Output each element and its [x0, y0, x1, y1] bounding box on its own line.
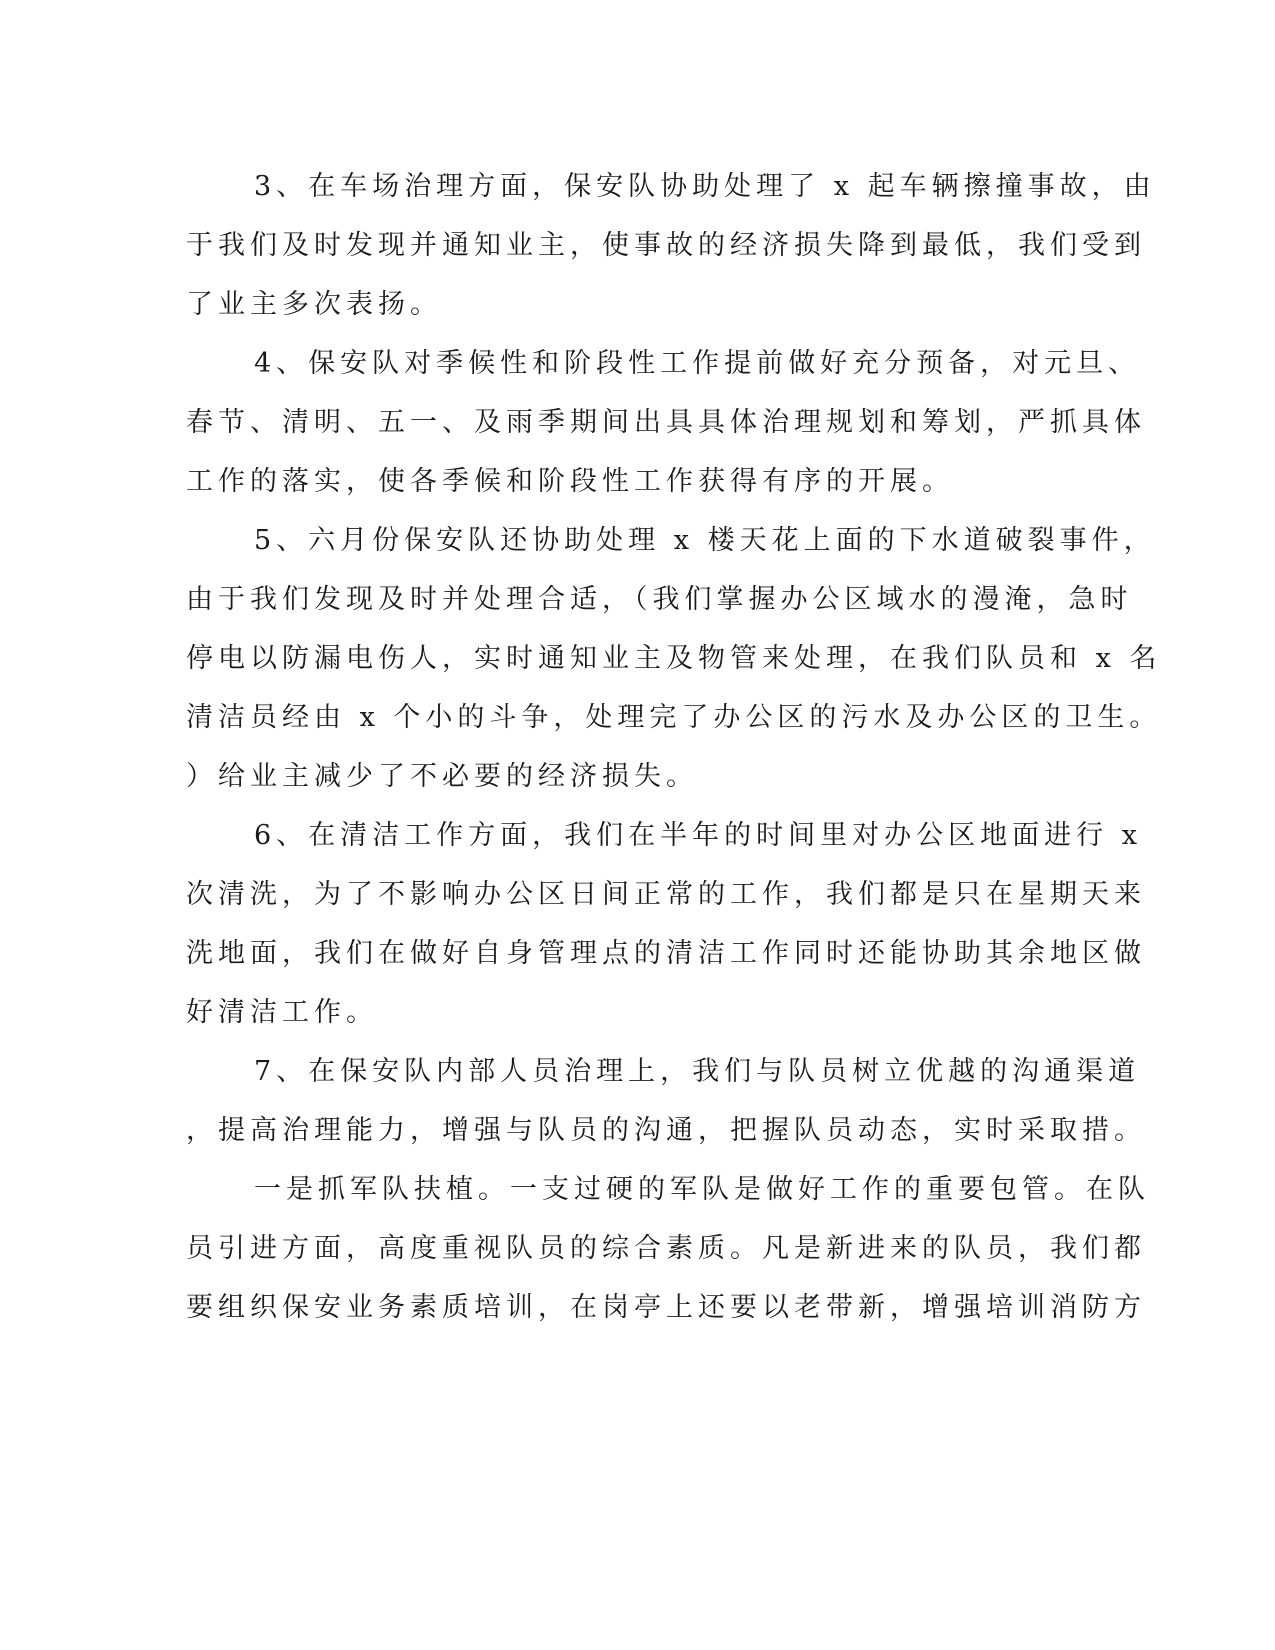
- paragraph-6: [186, 806, 1146, 1042]
- text-line: 由于我们发现及时并处理合适，（我们掌握办公区域水的漫淹，急时: [186, 584, 1133, 615]
- text-line: 于我们及时发现并通知业主，使事故的经济损失降到最低，我们受到: [186, 230, 1146, 261]
- text-line: 工作的落实，使各季候和阶段性工作获得有序的开展。: [186, 466, 954, 497]
- text-line: 3、在车场治理方面，保安队协助处理了 x 起车辆擦撞事故，由: [254, 171, 1156, 202]
- paragraph-team-building: [186, 1160, 1150, 1337]
- text-line: 一是抓军队扶植。一支过硬的军队是做好工作的重要包管。在队: [254, 1174, 1150, 1205]
- text-line: 要组织保安业务素质培训，在岗亭上还要以老带新，增强培训消防方: [186, 1292, 1146, 1323]
- text-line: ，提高治理能力，增强与队员的沟通，把握队员动态，实时采取措。: [186, 1115, 1146, 1146]
- text-line: 春节、清明、五一、及雨季期间出具具体治理规划和筹划，严抓具体: [186, 407, 1146, 438]
- paragraph-7: [186, 1042, 1146, 1160]
- paragraph-5: [186, 511, 1162, 806]
- text-line: 次清洗，为了不影响办公区日间正常的工作，我们都是只在星期天来: [186, 879, 1146, 910]
- text-line: 清洁员经由 x 个小的斗争，处理完了办公区的污水及办公区的卫生。: [186, 702, 1162, 733]
- paragraph-4: [186, 334, 1146, 511]
- text-line: ）给业主减少了不必要的经济损失。: [186, 761, 698, 792]
- text-line: 7、在保安队内部人员治理上，我们与队员树立优越的沟通渠道: [254, 1056, 1141, 1087]
- text-line: 了业主多次表扬。: [186, 289, 442, 320]
- text-line: 停电以防漏电伤人，实时通知业主及物管来处理，在我们队员和 x 名: [186, 643, 1162, 674]
- text-line: 5、六月份保安队还协助处理 x 楼天花上面的下水道破裂事件，: [254, 525, 1156, 556]
- paragraph-3: [186, 157, 1156, 334]
- text-line: 好清洁工作。: [186, 997, 378, 1028]
- text-line: 4、保安队对季候性和阶段性工作提前做好充分预备，对元旦、: [254, 348, 1141, 379]
- text-line: 洗地面，我们在做好自身管理点的清洁工作同时还能协助其余地区做: [186, 938, 1146, 969]
- document-body: [186, 157, 1162, 1337]
- text-line: 员引进方面，高度重视队员的综合素质。凡是新进来的队员，我们都: [186, 1233, 1146, 1264]
- text-line: 6、在清洁工作方面，我们在半年的时间里对办公区地面进行 x: [254, 820, 1142, 851]
